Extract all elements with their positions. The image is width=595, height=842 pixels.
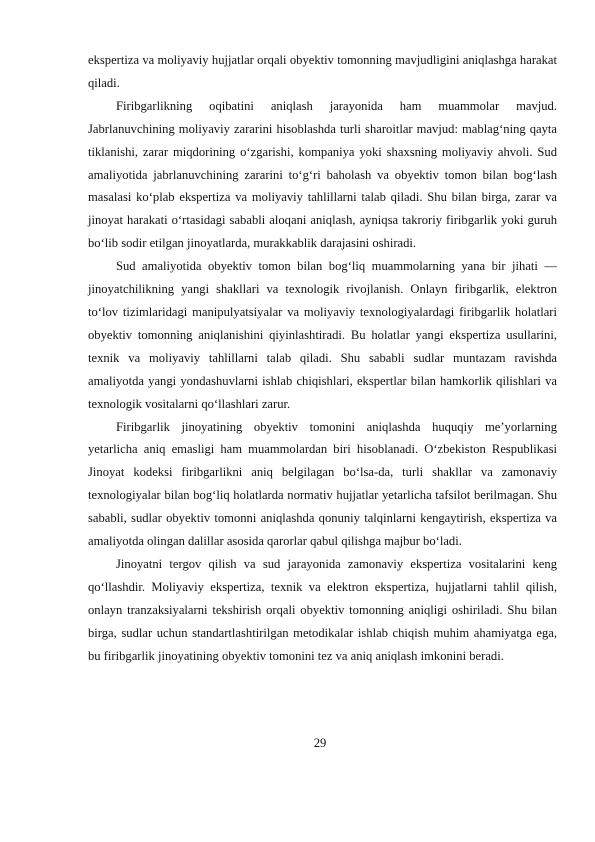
paragraph-legal-norms: Firibgarlik jinoyatining obyektiv tomonini aniqlashda huquqiy me’yorlarning yetarlicha aniq emasligi ham muammolardan biri hisoblanadi. O‘zbekiston Respublikasi Jinoyat kodeksi firibgarlikni aniq belgilagan bo‘lsa-da, turli shakllar va zamonaviy texnologiyalar bilan bog‘liq holatlarda normativ hujjatlar yetarlicha tafsilot berilmagan. Shu sababli, sudlar obyektiv tomonni aniqlashda qonuniy talqinlarni kengaytirish, ekspertiza va amaliyotda olingan dalillar asosida qarorlar qabul qilishga majbur bo‘ladi. (88, 419, 557, 549)
page-number: 29 (313, 736, 327, 750)
page-body (88, 49, 557, 667)
paragraph-consequence-problems: Firibgarlikning oqibatini aniqlash jarayonida ham muammolar mavjud. Jabrlanuvchining moliyaviy zararini hisoblashda turli sharoitlar mavjud: mablag‘ning qayta tiklanishi, zarar miqdorining o‘zgarishi, kompaniya yoki shaxsning moliyaviy ahvoli. Sud amaliyotida jabrlanuvchining zararini to‘g‘ri baholash va obyektiv tomon bilan bog‘lash masalasi ko‘plab ekspertiza va moliyaviy tahlillarni talab qiladi. Shu bilan birga, zarar va jinoyat harakati o‘rtasidagi sababli aloqani aniqlash, ayniqsa takroriy firibgarlik yoki guruh bo‘lib sodir etilgan jinoyatlarda, murakkablik darajasini oshiradi. (88, 98, 557, 251)
paragraph-continuation: ekspertiza va moliyaviy hujjatlar orqali obyektiv tomonning mavjudligini aniqlashga harakat qiladi. (88, 53, 557, 90)
paragraph-modern-expertise: Jinoyatni tergov qilish va sud jarayonida zamonaviy ekspertiza vositalarini keng qo‘llashdir. Moliyaviy ekspertiza, texnik va elektron ekspertiza, hujjatlarni tahlil qilish, onlayn tranzaksiyalarni tekshirish orqali obyektiv tomonning aniqligi oshiriladi. Shu bilan birga, sudlar uchun standartlashtirilgan metodikalar ishlab chiqish muhim ahamiyatga ega, bu firibgarlik jinoyatining obyektiv tomonini tez va aniq aniqlash imkonini beradi. (88, 556, 557, 663)
paragraph-new-crime-forms: Sud amaliyotida obyektiv tomon bilan bog‘liq muammolarning yana bir jihati — jinoyatchilikning yangi shakllari va texnologik rivojlanish. Onlayn firibgarlik, elektron to‘lov tizimlaridagi manipulyatsiyalar va moliyaviy texnologiyalardagi firibgarlik holatlari obyektiv tomonning aniqlanishini qiyinlashtiradi. Bu holatlar yangi ekspertiza usullarini, texnik va moliyaviy tahlillarni talab qiladi. Shu sababli sudlar muntazam ravishda amaliyotda yangi yondashuvlarni ishlab chiqishlari, ekspertlar bilan hamkorlik qilishlari va texnologik vositalarni qo‘llashlari zarur. (88, 259, 557, 411)
